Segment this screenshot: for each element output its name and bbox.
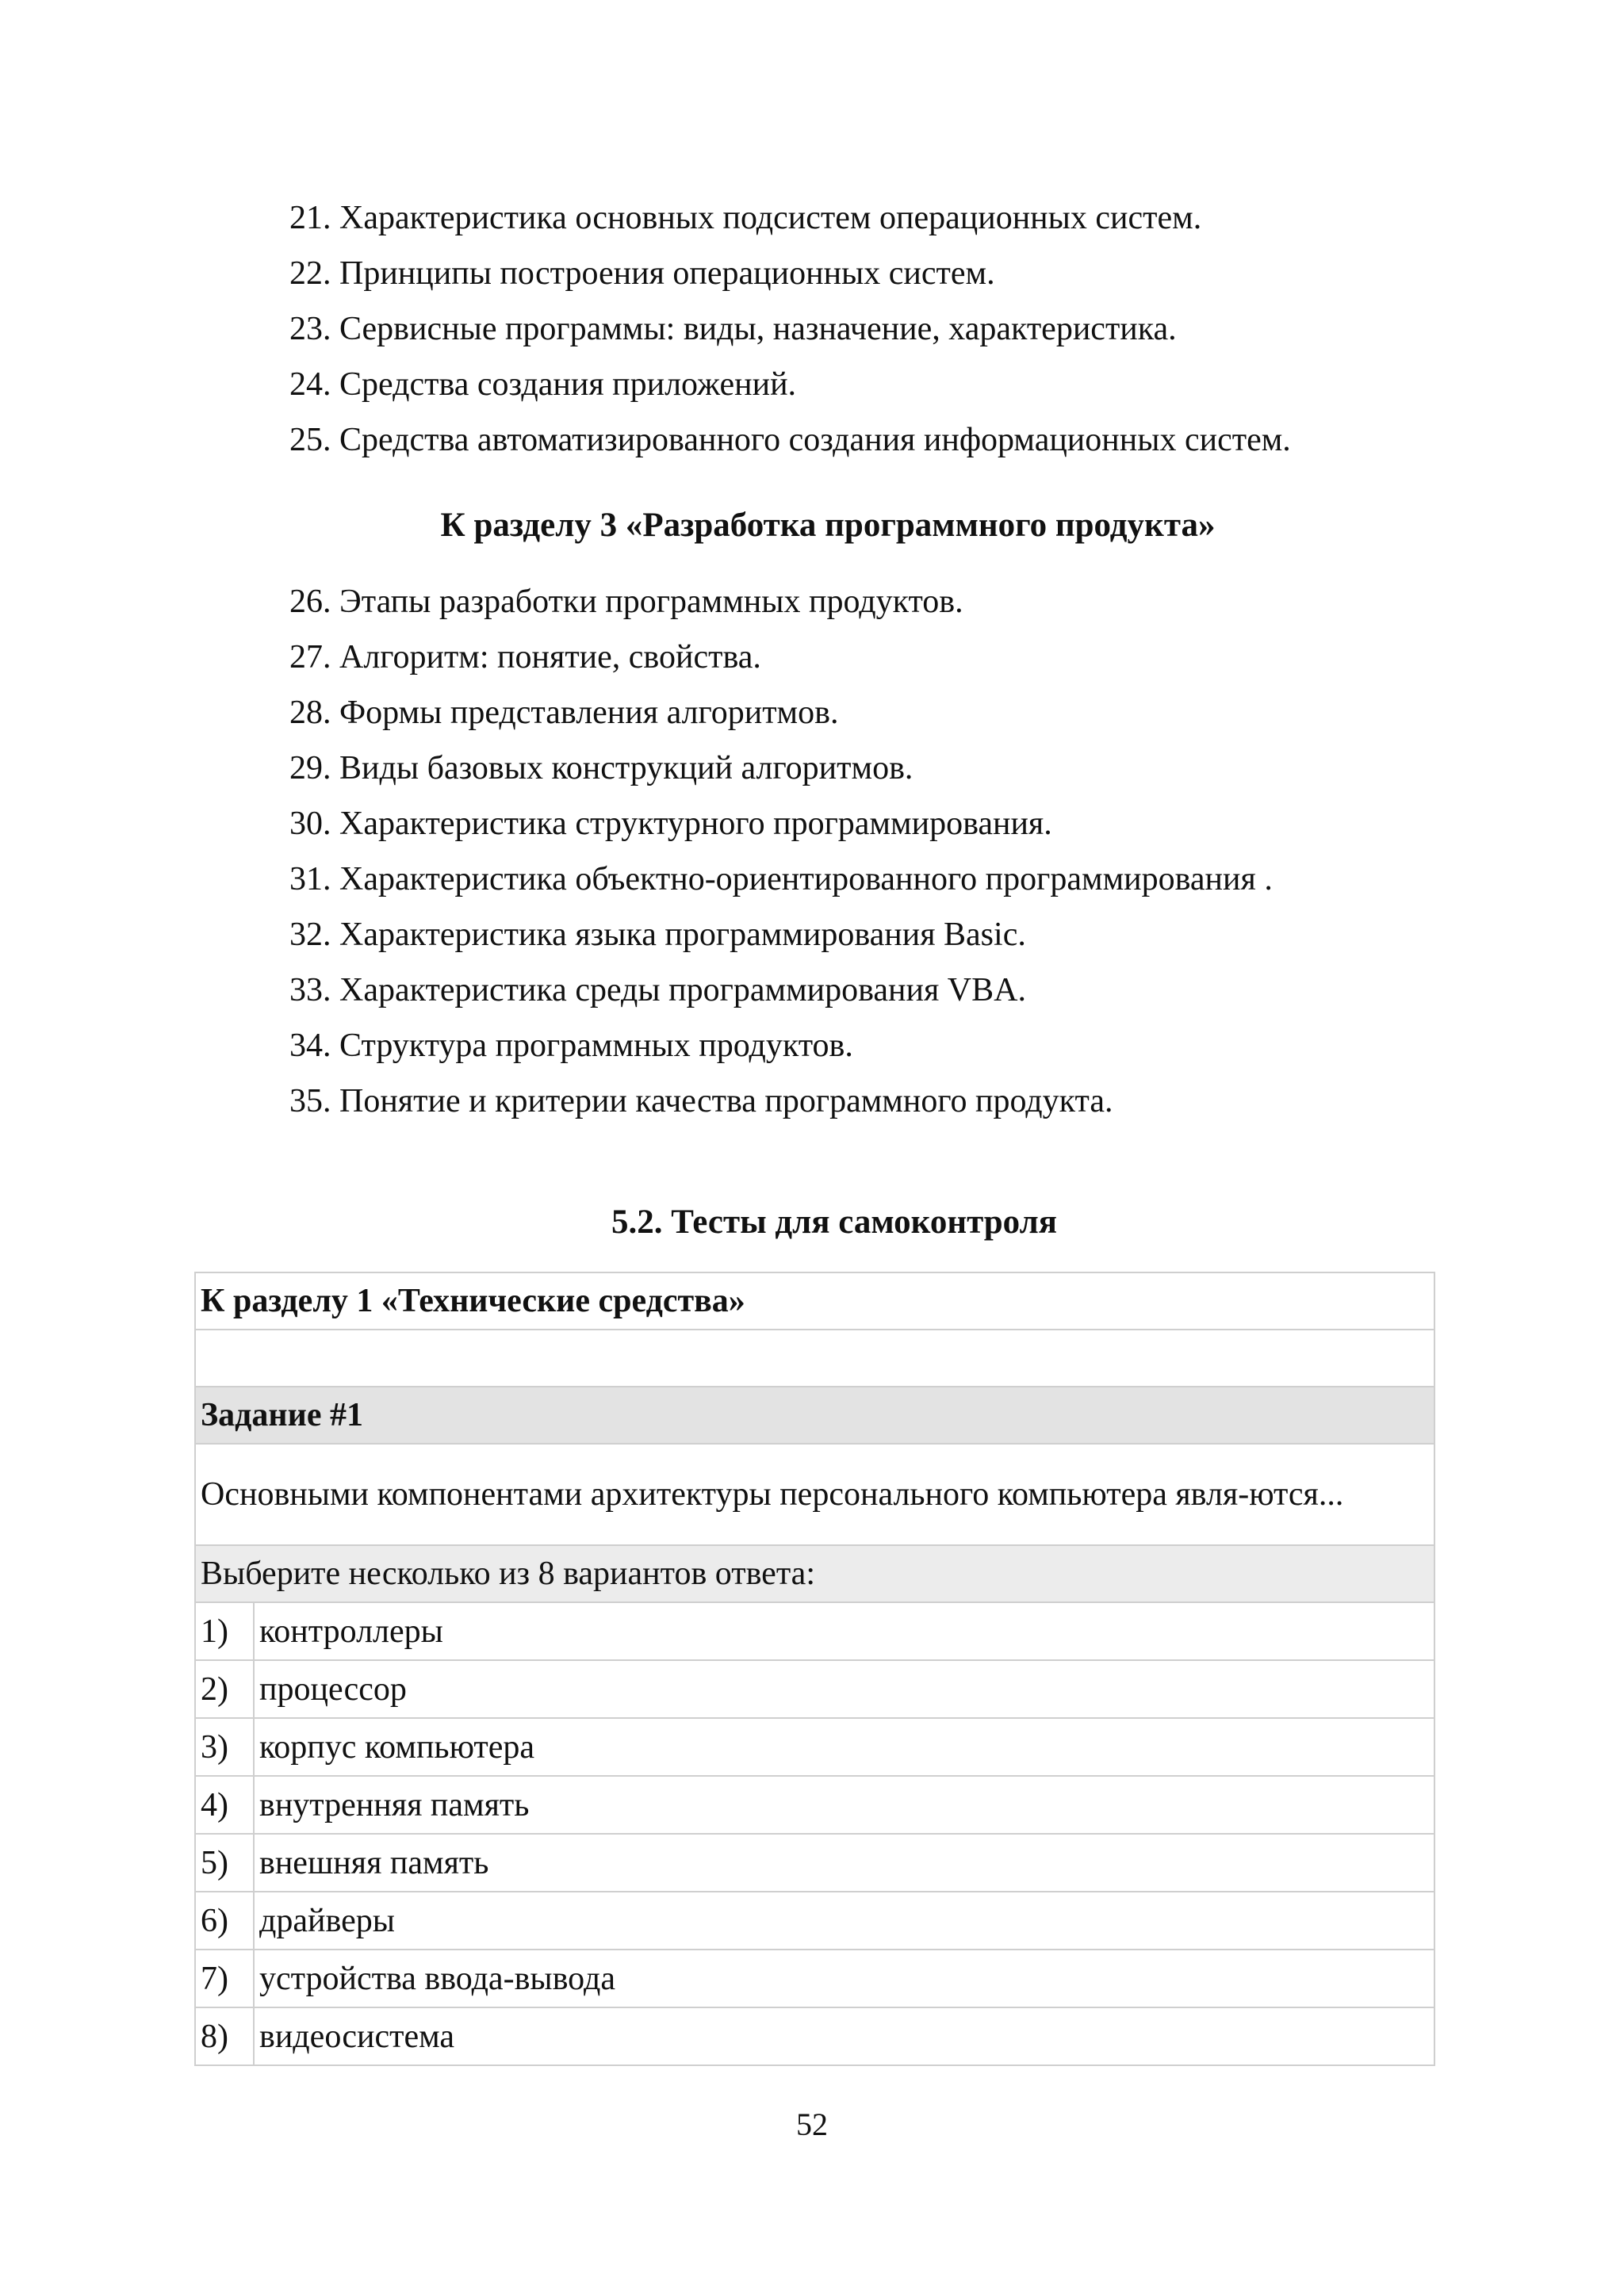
answer-option[interactable]: [195, 1776, 1434, 1834]
test-section-title: К разделу 1 «Технические средства»: [195, 1272, 1434, 1330]
test-table: [194, 1272, 1435, 2066]
option-text: устройства ввода-вывода: [254, 1950, 1434, 2007]
task-title: Задание #1: [195, 1387, 1434, 1444]
list-item: 23. Сервисные программы: виды, назначение, характеристика.: [289, 311, 1177, 347]
list-item: 29. Виды базовых конструкций алгоритмов.: [289, 750, 914, 786]
answer-option[interactable]: [195, 1892, 1434, 1950]
list-item: 33. Характеристика среды программирования VBA.: [289, 972, 1026, 1008]
list-item: 22. Принципы построения операционных систем.: [289, 255, 995, 292]
answer-instruction: Выберите несколько из 8 вариантов ответа:: [195, 1545, 1434, 1602]
option-text: контроллеры: [254, 1602, 1434, 1660]
option-text: драйверы: [254, 1892, 1434, 1950]
option-number: 4): [195, 1776, 254, 1834]
option-number: 2): [195, 1660, 254, 1718]
option-text: процессор: [254, 1660, 1434, 1718]
question-text: Основными компонентами архитектуры персонального компьютера явля-ются...: [195, 1444, 1434, 1545]
list-item: 27. Алгоритм: понятие, свойства.: [289, 639, 761, 675]
list-item: 21. Характеристика основных подсистем операционных систем.: [289, 200, 1202, 236]
list-item: 31. Характеристика объектно-ориентированного программирования .: [289, 861, 1273, 897]
page-number: 52: [796, 2107, 828, 2142]
answer-option[interactable]: [195, 1602, 1434, 1660]
list-item: 35. Понятие и критерии качества программного продукта.: [289, 1083, 1113, 1119]
option-text: видеосистема: [254, 2007, 1434, 2065]
table-row: [195, 1330, 1434, 1387]
table-row: [195, 1387, 1434, 1444]
option-number: 6): [195, 1892, 254, 1950]
answer-option[interactable]: [195, 1718, 1434, 1776]
table-row: [195, 1272, 1434, 1330]
list-item: 25. Средства автоматизированного создания информационных систем.: [289, 422, 1291, 458]
list-item: 24. Средства создания приложений.: [289, 366, 797, 403]
option-number: 5): [195, 1834, 254, 1892]
list-item: 28. Формы представления алгоритмов.: [289, 695, 839, 731]
answer-option[interactable]: [195, 1660, 1434, 1718]
section-3-heading: К разделу 3 «Разработка программного продукта»: [440, 507, 1216, 544]
table-row: [195, 1545, 1434, 1602]
list-item: 32. Характеристика языка программирования Basic.: [289, 916, 1026, 953]
answer-option[interactable]: [195, 1834, 1434, 1892]
option-number: 8): [195, 2007, 254, 2065]
answer-option[interactable]: [195, 1950, 1434, 2007]
table-row: [195, 1444, 1434, 1545]
list-item: 34. Структура программных продуктов.: [289, 1027, 853, 1064]
question-list-section-2: [289, 190, 1291, 468]
option-text: внутренняя память: [254, 1776, 1434, 1834]
option-text: корпус компьютера: [254, 1718, 1434, 1776]
tests-heading: 5.2. Тесты для самоконтроля: [611, 1203, 1058, 1241]
option-number: 7): [195, 1950, 254, 2007]
answer-option[interactable]: [195, 2007, 1434, 2065]
list-item: 26. Этапы разработки программных продуктов.: [289, 584, 963, 620]
list-item: 30. Характеристика структурного программирования.: [289, 806, 1052, 842]
question-list-section-3: [289, 574, 1273, 1129]
option-number: 3): [195, 1718, 254, 1776]
empty-cell: [195, 1330, 1434, 1387]
option-number: 1): [195, 1602, 254, 1660]
option-text: внешняя память: [254, 1834, 1434, 1892]
